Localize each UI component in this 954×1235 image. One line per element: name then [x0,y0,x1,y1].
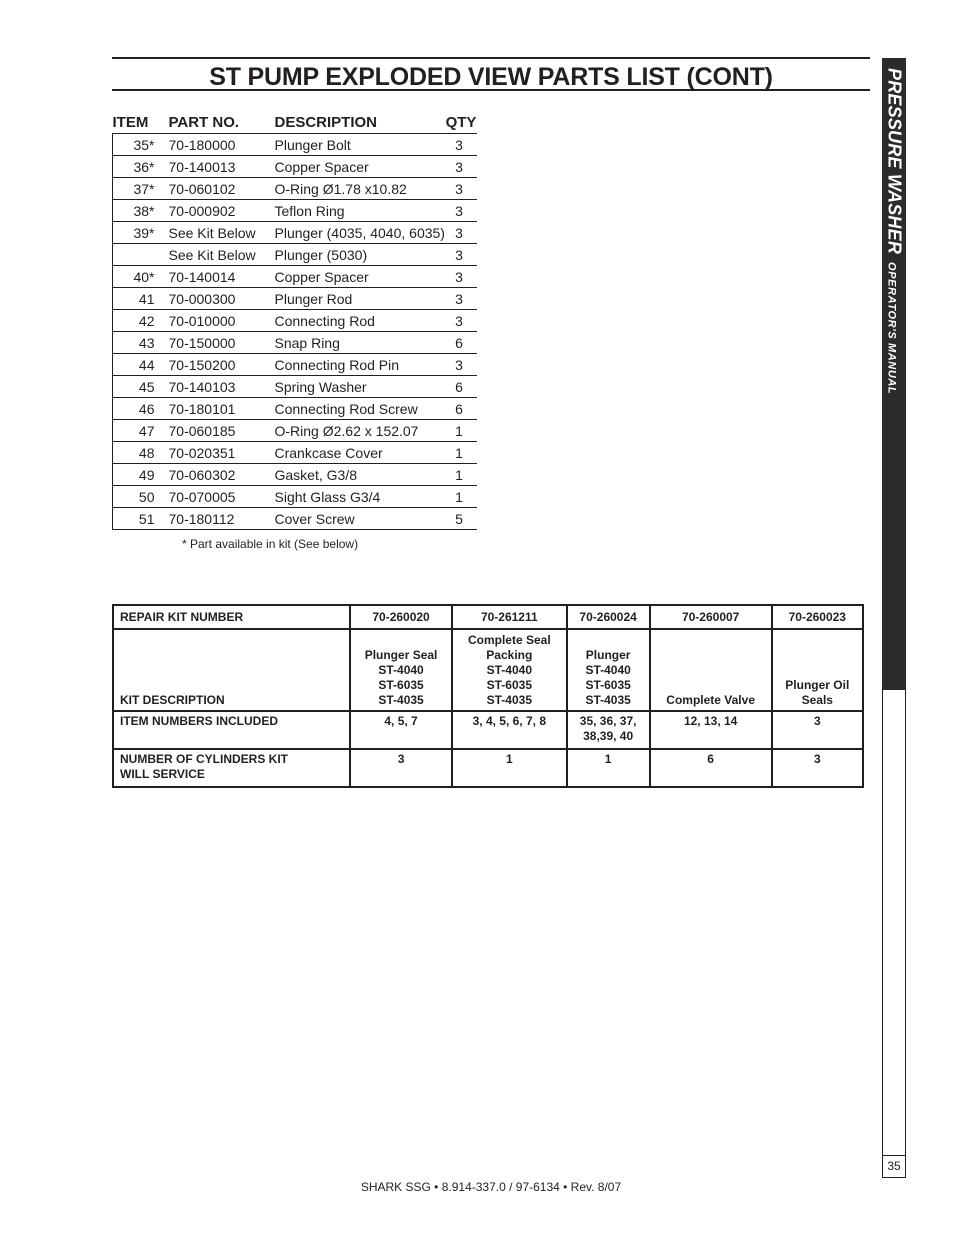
kit-description-cell [350,629,452,711]
kit-description-line: ST-4040 [378,663,424,677]
qty-cell: 3 [445,244,477,266]
items-included-label: ITEM NUMBERS INCLUDED [113,711,350,749]
page-footer: SHARK SSG • 8.914-337.0 / 97-6134 • Rev. 8/07 [360,1180,622,1194]
items-included-row [113,711,863,749]
description-cell: Connecting Rod Pin [275,354,445,376]
item-cell: 51 [113,508,169,530]
kit-description-cell [650,629,772,711]
table-row [113,398,478,420]
table-row [113,376,478,398]
items-included-line: 4, 5, 7 [384,714,418,728]
qty-cell: 1 [445,464,477,486]
kit-number-cell: 70-260024 [567,605,650,629]
kit-description-label: KIT DESCRIPTION [113,629,350,711]
part-number-cell: 70-060302 [169,464,275,486]
item-cell: 49 [113,464,169,486]
part-number-cell: 70-000902 [169,200,275,222]
kit-description-line: Plunger [585,648,631,662]
item-cell: 46 [113,398,169,420]
kit-number-label: REPAIR KIT NUMBER [113,605,350,629]
kit-description-line: Packing [486,648,533,662]
part-number-cell: 70-140013 [169,156,275,178]
part-number-cell: See Kit Below [169,244,275,266]
items-included-cell [452,711,566,749]
table-row [113,442,478,464]
table-row [113,222,478,244]
parts-header-row [113,111,478,134]
kit-description-line: Complete Valve [666,693,755,707]
qty-cell: 1 [445,486,477,508]
qty-cell: 6 [445,398,477,420]
kit-description-cell [772,629,863,711]
table-row [113,464,478,486]
table-row [113,156,478,178]
qty-cell: 3 [445,310,477,332]
part-number-cell: 70-060102 [169,178,275,200]
kit-description-line: ST-4035 [585,693,631,707]
item-cell: 35* [113,134,169,156]
description-cell: Connecting Rod Screw [275,398,445,420]
table-row [113,420,478,442]
qty-cell: 6 [445,376,477,398]
items-included-cell [350,711,452,749]
title-bar [112,57,870,91]
qty-cell: 1 [445,442,477,464]
kit-description-cell [567,629,650,711]
qty-cell: 3 [445,266,477,288]
item-cell: 43 [113,332,169,354]
kit-description-line: ST-4035 [486,693,532,707]
kit-description-line: ST-6035 [378,678,424,692]
part-number-cell: 70-180112 [169,508,275,530]
item-cell: 42 [113,310,169,332]
cylinders-cell: 3 [350,749,452,787]
item-cell: 39* [113,222,169,244]
qty-cell: 3 [445,354,477,376]
table-row [113,288,478,310]
description-cell: Copper Spacer [275,156,445,178]
description-cell: Crankcase Cover [275,442,445,464]
description-cell: Cover Screw [275,508,445,530]
description-cell: Plunger Rod [275,288,445,310]
header-description: DESCRIPTION [275,111,445,134]
qty-cell: 3 [445,288,477,310]
kit-description-line: ST-6035 [486,678,532,692]
kit-number-cell: 70-261211 [452,605,566,629]
description-cell: Snap Ring [275,332,445,354]
kit-description-line: Plunger Oil [785,678,850,692]
parts-table [112,111,477,530]
page-number: 35 [882,1155,906,1178]
part-number-cell: 70-150200 [169,354,275,376]
table-row [113,332,478,354]
items-included-line: 38,39, 40 [583,729,634,743]
description-cell: O-Ring Ø1.78 x10.82 [275,178,445,200]
parts-footnote: * Part available in kit (See below) [182,537,359,551]
items-included-cell [650,711,772,749]
item-cell [113,244,169,266]
description-cell: Spring Washer [275,376,445,398]
qty-cell: 5 [445,508,477,530]
description-cell: Connecting Rod [275,310,445,332]
items-included-line: 12, 13, 14 [683,714,738,728]
description-cell: Plunger (4035, 4040, 6035) [275,222,445,244]
table-row [113,354,478,376]
items-included-cell [567,711,650,749]
kit-description-line: ST-6035 [585,678,631,692]
header-part-no: PART NO. [169,111,275,134]
part-number-cell: 70-070005 [169,486,275,508]
cylinders-label-line2: WILL SERVICE [120,767,205,781]
item-cell: 50 [113,486,169,508]
side-tab-main: PRESSURE WASHER [884,68,905,255]
table-row [113,244,478,266]
description-cell: Gasket, G3/8 [275,464,445,486]
table-row [113,486,478,508]
side-tab-sub: OPERATOR'S MANUAL [885,262,898,395]
kit-description-row [113,629,863,711]
kit-number-cell: 70-260023 [772,605,863,629]
kit-description-line: ST-4040 [486,663,532,677]
table-row [113,200,478,222]
qty-cell: 1 [445,420,477,442]
part-number-cell: 70-020351 [169,442,275,464]
item-cell: 40* [113,266,169,288]
kit-description-line: Plunger Seal [364,648,438,662]
header-qty: QTY [445,111,477,134]
cylinders-row [113,749,863,787]
qty-cell: 6 [445,332,477,354]
description-cell: Plunger (5030) [275,244,445,266]
qty-cell: 3 [445,178,477,200]
table-row [113,134,478,156]
part-number-cell: 70-180101 [169,398,275,420]
part-number-cell: 70-000300 [169,288,275,310]
kit-number-row [113,605,863,629]
part-number-cell: 70-180000 [169,134,275,156]
items-included-cell [772,711,863,749]
table-row [113,508,478,530]
cylinders-label-line1: NUMBER OF CYLINDERS KIT [120,752,288,766]
qty-cell: 3 [445,222,477,244]
cylinders-cell: 1 [452,749,566,787]
side-rule [882,690,906,1178]
table-row [113,310,478,332]
part-number-cell: 70-140103 [169,376,275,398]
items-included-line: 3 [813,714,821,728]
item-cell: 41 [113,288,169,310]
description-cell: Copper Spacer [275,266,445,288]
item-cell: 48 [113,442,169,464]
side-tab-text [884,68,905,394]
item-cell: 47 [113,420,169,442]
cylinders-cell: 3 [772,749,863,787]
qty-cell: 3 [445,200,477,222]
cylinders-label [113,749,350,787]
description-cell: O-Ring Ø2.62 x 152.07 [275,420,445,442]
kit-description-line: ST-4040 [585,663,631,677]
item-cell: 44 [113,354,169,376]
part-number-cell: See Kit Below [169,222,275,244]
header-item: ITEM [113,111,169,134]
table-row [113,178,478,200]
description-cell: Plunger Bolt [275,134,445,156]
table-row [113,266,478,288]
page-title: ST PUMP EXPLODED VIEW PARTS LIST (CONT) [209,63,773,91]
kit-description-line: Complete Seal [467,633,551,647]
qty-cell: 3 [445,156,477,178]
item-cell: 45 [113,376,169,398]
item-cell: 38* [113,200,169,222]
qty-cell: 3 [445,134,477,156]
description-cell: Teflon Ring [275,200,445,222]
cylinders-cell: 6 [650,749,772,787]
kit-number-cell: 70-260007 [650,605,772,629]
kit-description-line: ST-4035 [378,693,424,707]
cylinders-cell: 1 [567,749,650,787]
description-cell: Sight Glass G3/4 [275,486,445,508]
part-number-cell: 70-060185 [169,420,275,442]
kit-description-cell [452,629,566,711]
item-cell: 36* [113,156,169,178]
kit-table [112,604,864,788]
items-included-line: 35, 36, 37, [579,714,637,728]
kit-description-line: Seals [801,693,833,707]
part-number-cell: 70-150000 [169,332,275,354]
part-number-cell: 70-010000 [169,310,275,332]
item-cell: 37* [113,178,169,200]
kit-number-cell: 70-260020 [350,605,452,629]
items-included-line: 3, 4, 5, 6, 7, 8 [472,714,546,728]
part-number-cell: 70-140014 [169,266,275,288]
parts-body [113,134,478,530]
